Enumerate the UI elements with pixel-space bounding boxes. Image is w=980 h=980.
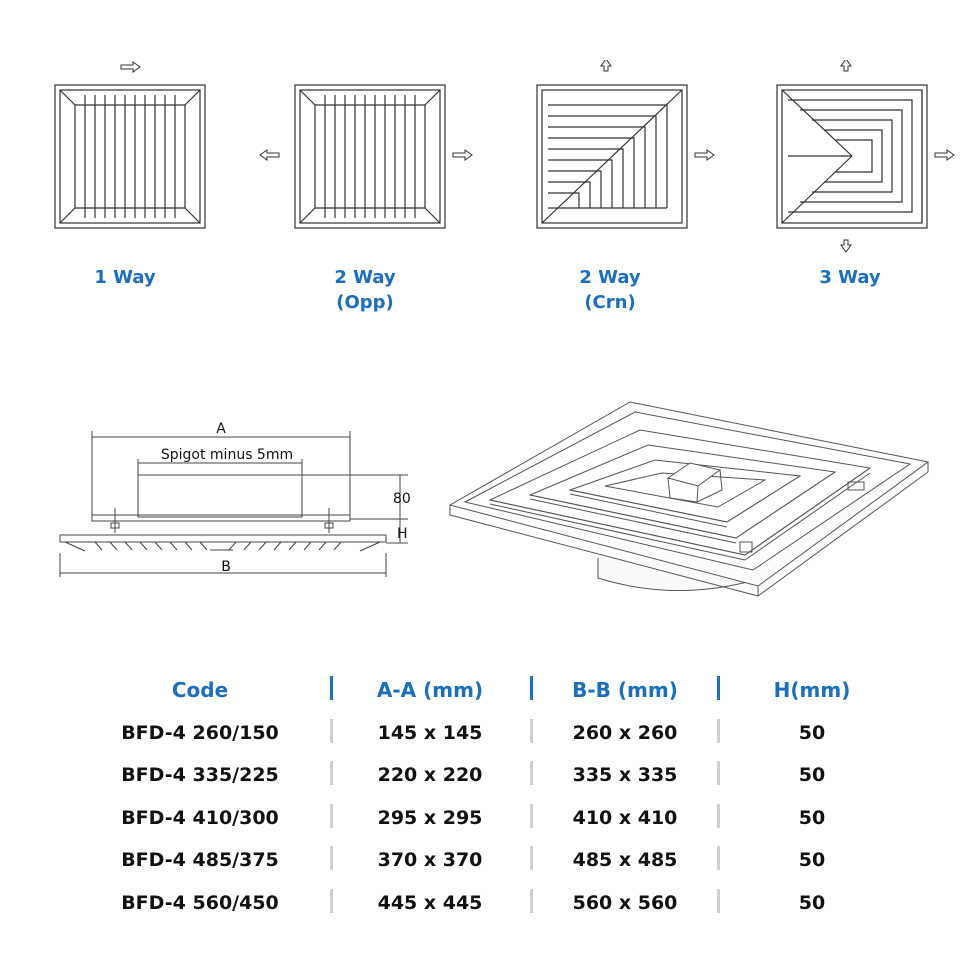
variant-3-way	[730, 60, 970, 330]
spigot-box	[138, 475, 302, 517]
cell-code: BFD-4 560/450	[121, 891, 279, 914]
variant-label	[245, 265, 485, 315]
arrow-right-icon	[453, 150, 472, 160]
cell-h: 50	[798, 849, 826, 871]
variant-label	[730, 265, 970, 290]
cell-h: 50	[798, 891, 826, 914]
cell-code: BFD-4 485/375	[121, 849, 279, 871]
diffuser-2-way-crn-drawing	[490, 60, 730, 260]
cell-b-b: 335 x 335	[572, 764, 678, 786]
column-separator	[330, 804, 333, 828]
table-row	[105, 886, 905, 929]
side-section-drawing	[40, 415, 440, 585]
dim-a-label: A	[216, 421, 226, 437]
variant-2-way-crn	[490, 60, 730, 330]
arrow-right-icon	[695, 150, 714, 160]
arrow-left-icon	[260, 150, 279, 160]
dim-spigot-label: Spigot minus 5mm	[160, 447, 294, 463]
cell-h: 50	[798, 764, 826, 786]
table-row	[105, 801, 905, 844]
header-a-a: A-A (mm)	[376, 678, 484, 702]
arrow-up-icon	[841, 60, 851, 71]
cell-b-b: 560 x 560	[572, 891, 678, 914]
cell-h: 50	[798, 721, 826, 744]
variant-label-line2: (Crn)	[584, 292, 636, 313]
arrow-right-icon	[121, 62, 140, 72]
diffuser-3-way-drawing	[730, 60, 970, 260]
dim-80-label: 80	[393, 491, 411, 507]
table-row	[105, 716, 905, 759]
column-separator	[330, 846, 333, 870]
cell-b-b: 485 x 485	[572, 849, 678, 871]
cell-code: BFD-4 260/150	[121, 721, 279, 744]
variant-label-line1: 2 Way	[579, 267, 641, 288]
cell-a-a: 445 x 445	[377, 891, 483, 914]
cell-b-b: 260 x 260	[572, 721, 678, 744]
variant-label-line2: (Opp)	[336, 292, 394, 313]
header-code: Code	[171, 678, 229, 702]
table-row	[105, 843, 905, 886]
variant-2-way-opp	[245, 60, 485, 330]
column-separator	[330, 761, 333, 785]
variant-1-way	[5, 60, 245, 330]
cell-h: 50	[798, 806, 826, 829]
column-separator	[330, 719, 333, 743]
column-separator	[330, 889, 333, 913]
diffuser-2-way-opp-drawing	[245, 60, 485, 260]
cell-a-a: 145 x 145	[377, 721, 483, 744]
variant-label-line1: 2 Way	[334, 267, 396, 288]
dim-b-label: B	[221, 559, 231, 575]
arrow-right-icon	[935, 150, 954, 160]
variant-label-line1: 3 Way	[819, 267, 881, 288]
isometric-diffuser-drawing	[440, 390, 940, 600]
cell-a-a: 370 x 370	[377, 849, 483, 871]
variant-label	[5, 265, 245, 290]
table-row	[105, 758, 905, 801]
cell-a-a: 220 x 220	[377, 764, 483, 786]
spec-table	[105, 673, 905, 928]
variant-label	[490, 265, 730, 315]
cell-code: BFD-4 335/225	[121, 764, 279, 786]
dim-h-label: H	[397, 526, 408, 542]
column-separator	[330, 676, 333, 700]
diffuser-1-way-drawing	[5, 60, 245, 260]
header-b-b: B-B (mm)	[572, 678, 678, 702]
table-header	[105, 673, 905, 716]
header-h: H(mm)	[773, 678, 851, 702]
arrow-up-icon	[601, 60, 611, 71]
cell-a-a: 295 x 295	[377, 806, 483, 829]
cell-b-b: 410 x 410	[572, 806, 678, 829]
cell-code: BFD-4 410/300	[121, 806, 279, 829]
variant-label-line1: 1 Way	[94, 267, 156, 288]
arrow-down-icon	[841, 240, 851, 252]
